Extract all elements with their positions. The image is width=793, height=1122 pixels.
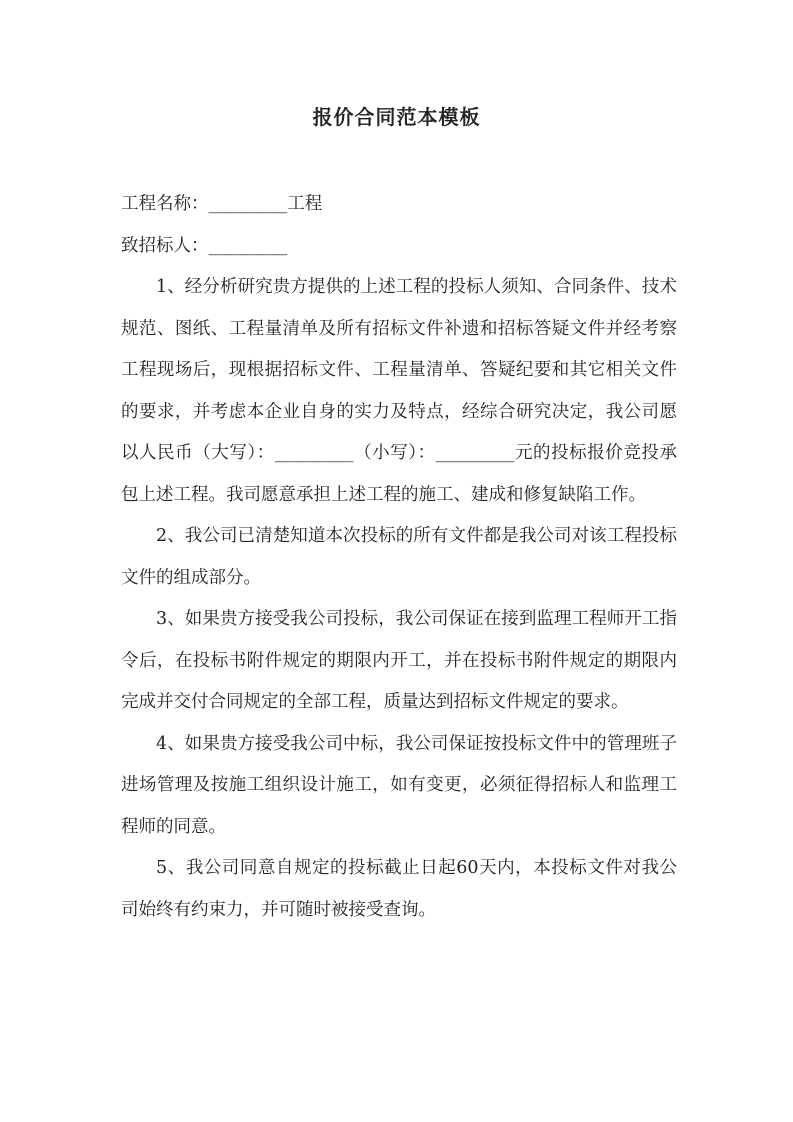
paragraph-5: 5、我公司同意自规定的投标截止日起60天内，本投标文件对我公司始终有约束力，并可随时被接受查询。: [121, 858, 677, 920]
document-title: 报价合同范本模板: [312, 105, 481, 129]
project-name-line: 工程名称：_________工程: [121, 194, 323, 214]
paragraph-3: 3、如果贵方接受我公司投标，我公司保证在接到监理工程师开工指令后，在投标书附件规定的期限内开工，并在投标书附件规定的期限内完成并交付合同规定的全部工程，质量达到招标文件规定的要求。: [121, 609, 677, 712]
document-body: [121, 184, 677, 931]
recipient-line: 致招标人：_________: [121, 235, 288, 256]
paragraph-1: 1、经分析研究贵方提供的上述工程的投标人须知、合同条件、技术规范、图纸、工程量清单及所有招标文件补遗和招标答疑文件并经考察工程现场后，现根据招标文件、工程量清单、答疑纪要和其它相关文件的要求，并考虑本企业自身的实力及特点，经综合研究决定，我公司愿以人民币（大写）：_________（小写）：_________元的投标报价竞投承包上述工程。我司愿意承担上述工程的施工、建成和修复缺陷工作。: [121, 277, 677, 505]
paragraph-4: 4、如果贵方接受我公司中标，我公司保证按投标文件中的管理班子进场管理及按施工组织设计施工，如有变更，必须征得招标人和监理工程师的同意。: [121, 733, 677, 837]
paragraph-2: 2、我公司已清楚知道本次投标的所有文件都是我公司对该工程投标文件的组成部分。: [121, 526, 677, 588]
